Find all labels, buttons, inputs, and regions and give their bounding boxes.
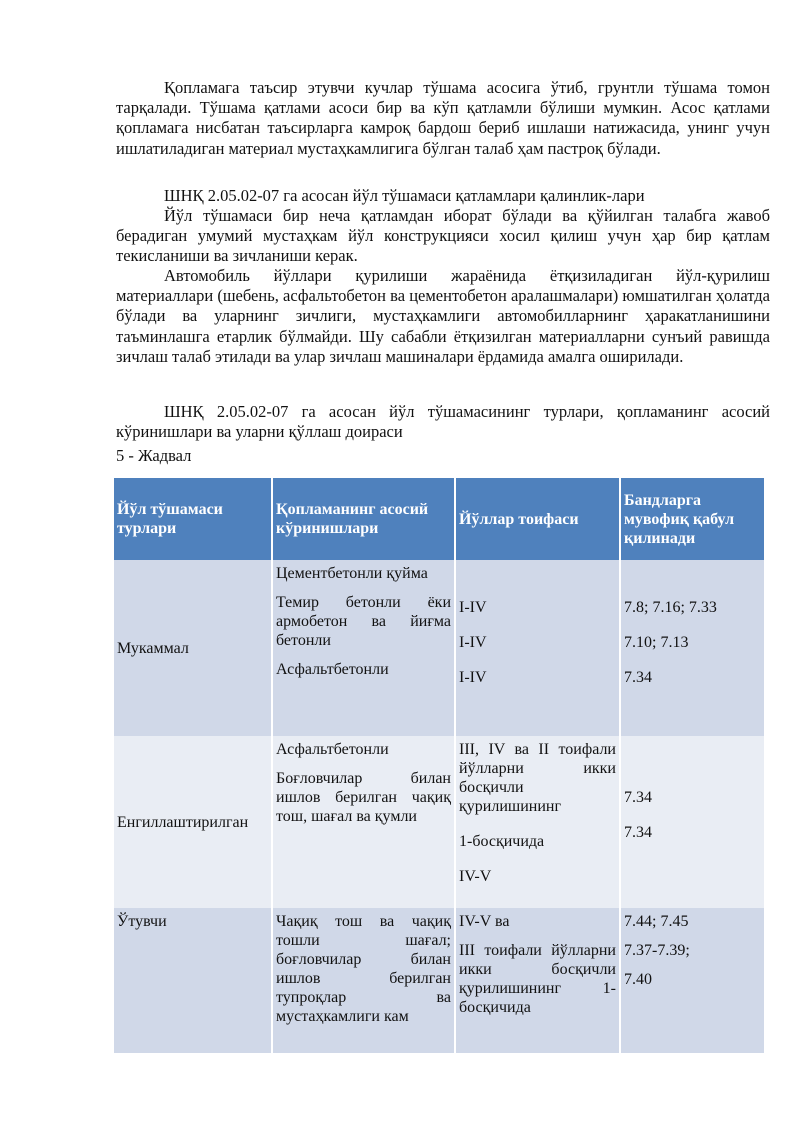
coating-item: Чақиқ тош ва чақиқ тошли шағал; боғловчилар билан ишлов берилган тупроқлар ва мустаҳкамлиги кам bbox=[276, 913, 451, 1025]
table-row bbox=[114, 560, 764, 736]
cell-categories bbox=[455, 736, 620, 908]
paragraph-4: Автомобиль йўллари қурилиши жараёнида ётқизиладиган йўл-қурилиш материаллари (шебень, асфальтобетон ва цементобетон аралашмалари) юмшатилган ҳолатда бўлади ва уларнинг зичлиги, мустаҳкамлиги автомобилларнинг ҳаракатланишини таъминлашга етарлик бўлмайди. Шу сабабли ётқизилган материалларни сунъий равишда зичлаш талаб этилади ва улар зичлаш машиналари ёрдамида амалга оширилади. bbox=[116, 266, 770, 366]
coating-item: Асфальтбетонли bbox=[276, 741, 389, 758]
clause-item: 7.40 bbox=[624, 971, 652, 988]
table-caption: 5 - Жадвал bbox=[116, 446, 192, 465]
coating-item: Цементбетонли қуйма bbox=[276, 565, 428, 582]
header-pavement-type: Йўл тўшамаси турлари bbox=[114, 478, 272, 560]
cell-coatings bbox=[272, 908, 455, 1053]
clause-item: 7.10; 7.13 bbox=[624, 634, 689, 651]
clause-item: 7.34 bbox=[624, 824, 652, 841]
coating-item: Боғловчилар билан ишлов берилган чақиқ тош, шағал ва қумли bbox=[276, 770, 451, 825]
coating-item: Асфальтбетонли bbox=[276, 661, 389, 678]
category-item: I-IV bbox=[459, 599, 487, 616]
cell-categories bbox=[455, 908, 620, 1053]
category-item: IV-V ва bbox=[459, 913, 510, 930]
category-item: I-IV bbox=[459, 634, 487, 651]
road-pavement-table bbox=[114, 478, 764, 1053]
table-row bbox=[114, 736, 764, 908]
cell-coatings bbox=[272, 560, 455, 736]
table-row bbox=[114, 908, 764, 1053]
category-item: 1-босқичида bbox=[459, 833, 545, 850]
clause-item: 7.44; 7.45 bbox=[624, 913, 689, 930]
cell-pavement-type: Мукаммал bbox=[114, 560, 272, 736]
paragraph-2: ШНҚ 2.05.02-07 га асосан йўл тўшамаси қатламлари қалинлик-лари bbox=[164, 186, 645, 205]
category-item: III тоифали йўлларни икки босқичли қурилишининг 1-босқичида bbox=[459, 942, 616, 1016]
table-header-row bbox=[114, 478, 764, 560]
category-item: I-IV bbox=[459, 669, 487, 686]
header-road-category: Йўллар тоифаси bbox=[455, 478, 620, 560]
coating-item: Темир бетонли ёки армобетон ва йиғма бетонли bbox=[276, 594, 451, 649]
clause-item: 7.8; 7.16; 7.33 bbox=[624, 599, 717, 616]
cell-clauses bbox=[620, 908, 764, 1053]
clause-item: 7.34 bbox=[624, 669, 652, 686]
cell-clauses bbox=[620, 560, 764, 736]
category-item: IV-V bbox=[459, 868, 492, 885]
cell-coatings bbox=[272, 736, 455, 908]
header-clauses: Бандларга мувофиқ қабул қилинади bbox=[620, 478, 764, 560]
paragraph-5: ШНҚ 2.05.02-07 га асосан йўл тўшамасининг турлари, қопламанинг асосий кўринишлари ва уларни қўллаш доираси bbox=[116, 402, 770, 442]
clause-item: 7.37-7.39; bbox=[624, 942, 690, 959]
clause-item: 7.34 bbox=[624, 789, 652, 806]
header-coating-types: Қопламанинг асосий кўринишлари bbox=[272, 478, 455, 560]
cell-pavement-type: Енгиллаштирилган bbox=[114, 736, 272, 908]
cell-pavement-type: Ўтувчи bbox=[114, 908, 272, 1053]
cell-clauses bbox=[620, 736, 764, 908]
category-item: III, IV ва II тоифали йўлларни икки босқичли қурилишининг bbox=[459, 741, 616, 815]
paragraph-1: Қопламага таъсир этувчи кучлар тўшама асосига ўтиб, грунтли тўшама томон тарқалади. Тўшама қатлами асоси бир ва кўп қатламли бўлиши мумкин. Асос қатлами қопламага нисбатан таъсирларга камроқ бардош бериб ишлаши натижасида, унинг учун ишлатиладиган материал мустаҳкамлигига бўлган талаб ҳам пастроқ бўлади. bbox=[116, 78, 770, 158]
cell-categories bbox=[455, 560, 620, 736]
paragraph-3: Йўл тўшамаси бир неча қатламдан иборат бўлади ва қўйилган талабга жавоб берадиган умумий мустаҳкам йўл конструкцияси хосил қилиш учун ҳар бир қатлам текисланиши ва зичланиши керак. bbox=[116, 206, 770, 266]
